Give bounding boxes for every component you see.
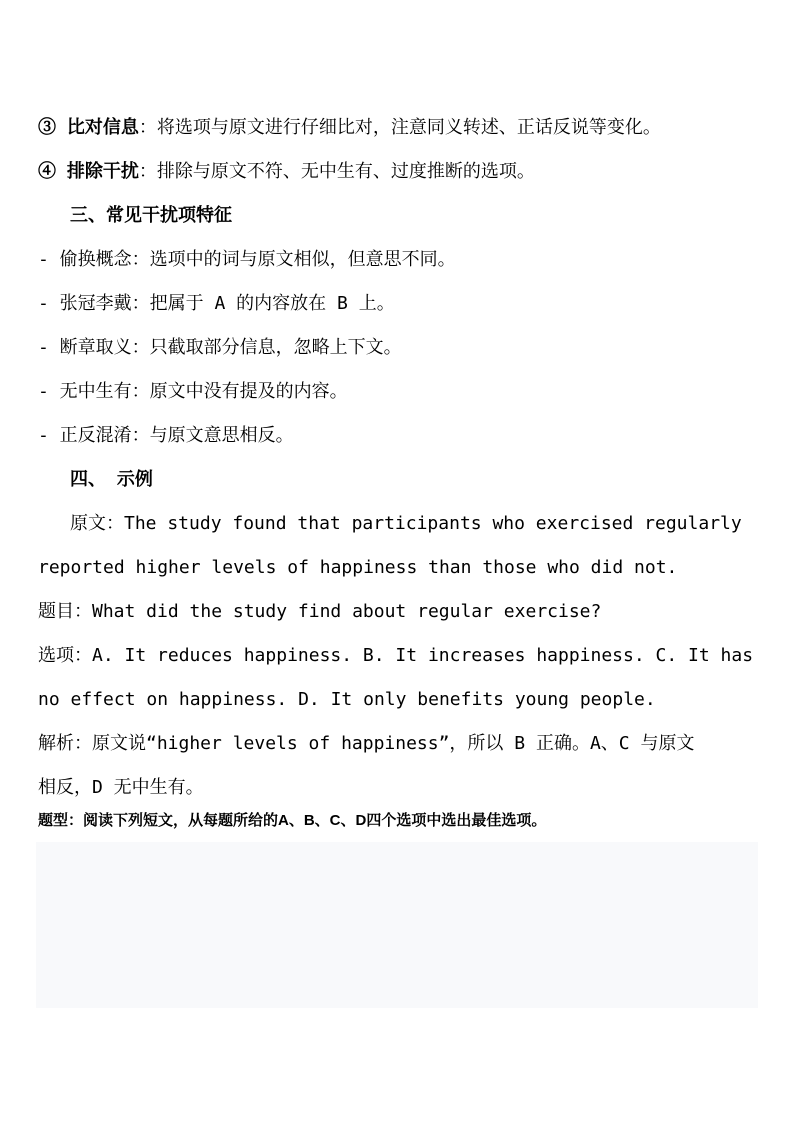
example-question: 题目：What did the study find about regular exercise? — [38, 601, 602, 622]
example-options-line-2: no effect on happiness. D. It only benefits young people. — [38, 689, 656, 710]
distractor-item: - 正反混淆：与原文意思相反。 — [38, 425, 294, 446]
distractor-item: - 断章取义：只截取部分信息，忽略上下文。 — [38, 337, 402, 358]
distractor-item: - 无中生有：原文中没有提及的内容。 — [38, 381, 348, 402]
distractor-item: - 张冠李戴：把属于 A 的内容放在 B 上。 — [38, 293, 395, 314]
example-options-line-1: 选项：A. It reduces happiness. B. It increases happiness. C. It has — [38, 645, 754, 666]
section-3-heading: 三、常见干扰项特征 — [70, 205, 232, 226]
example-analysis-line-1: 解析：原文说“higher levels of happiness”，所以 B 正确。A、C 与原文 — [38, 733, 695, 754]
example-original-line-1: 原文：The study found that participants who exercised regularly — [70, 513, 742, 534]
passage-placeholder-area — [36, 842, 758, 1008]
example-original-line-2: reported higher levels of happiness than those who did not. — [38, 557, 678, 578]
step-4-line — [38, 160, 764, 184]
step-4-text: ：排除与原文不符、无中生有、过度推断的选项。 — [138, 161, 535, 182]
distractor-item: - 偷换概念：选项中的词与原文相似，但意思不同。 — [38, 249, 456, 270]
example-analysis-line-2: 相反，D 无中生有。 — [38, 777, 204, 798]
step-3-text: ：将选项与原文进行仔细比对，注意同义转述、正话反说等变化。 — [138, 117, 661, 138]
question-type-note: 题型：阅读下列短文，从每题所给的A、B、C、D四个选项中选出最佳选项。 — [38, 812, 547, 829]
step-3-label: ③ 比对信息 — [38, 117, 139, 138]
step-4-label: ④ 排除干扰 — [38, 161, 139, 182]
step-3-line — [38, 116, 764, 140]
section-4-heading: 四、 示例 — [70, 469, 153, 490]
